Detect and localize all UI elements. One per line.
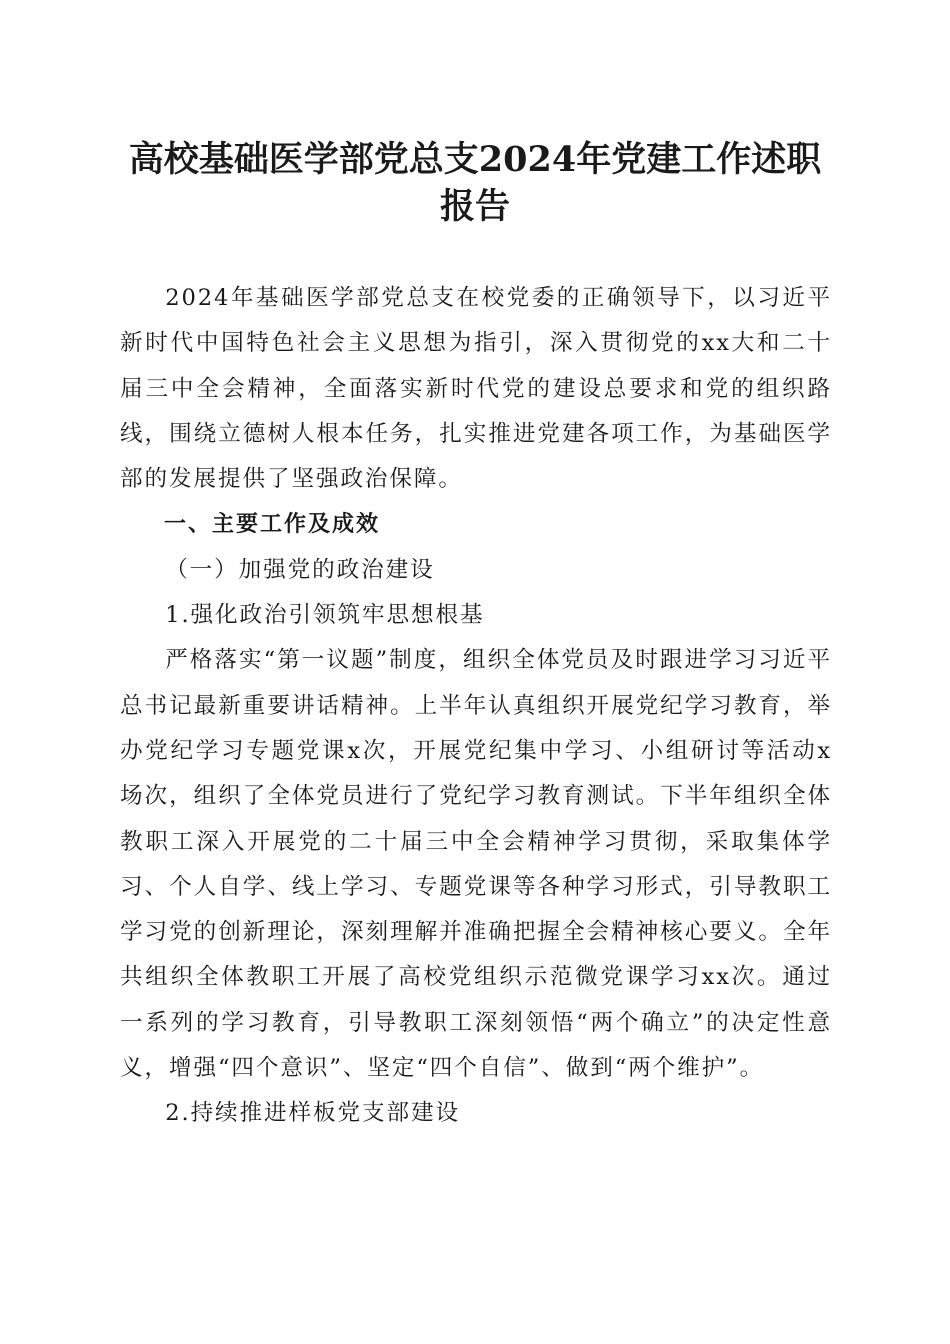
intro-paragraph: 2024年基础医学部党总支在校党委的正确领导下，以习近平新时代中国特色社会主义思想为指引，深入贯彻党的xx大和二十届三中全会精神，全面落实新时代党的建设总要求和党的组织路线，围绕立德树人根本任务，扎实推进党建各项工作，为基础医学部的发展提供了坚强政治保障。 <box>120 285 832 493</box>
item-heading-model-branch: 2.持续推进样板党支部建设 <box>165 1100 460 1127</box>
section-heading-main-work: 一、主要工作及成效 <box>164 512 381 538</box>
document-title <box>100 136 850 230</box>
document-body <box>120 276 832 1137</box>
item-paragraph-political-guidance: 严格落实“第一议题”制度，组织全体党员及时跟进学习习近平总书记最新重要讲话精神。上半年认真组织开展党纪学习教育，举办党纪学习专题党课x次，开展党纪集中学习、小组研讨等活动x场次，组织了全体党员进行了党纪学习教育测试。下半年组织全体教职工深入开展党的二十届三中全会精神学习贯彻，采取集体学习、个人自学、线上学习、专题党课等各种学习形式，引导教职工学习党的创新理论，深刻理解并准确把握全会精神核心要义。全年共组织全体教职工开展了高校党组织示范微党课学习xx次。通过一系列的学习教育，引导教职工深刻领悟“两个确立”的决定性意义，增强“四个意识”、坚定“四个自信”、做到“两个维护”。 <box>120 647 832 1082</box>
document-title-line1: 高校基础医学部党总支2024年党建工作述职 <box>128 139 822 180</box>
item-heading-political-guidance: 1.强化政治引领筑牢思想根基 <box>165 602 485 629</box>
document-title-line2: 报告 <box>439 186 510 227</box>
subsection-heading-political-building: （一）加强党的政治建设 <box>165 556 435 583</box>
